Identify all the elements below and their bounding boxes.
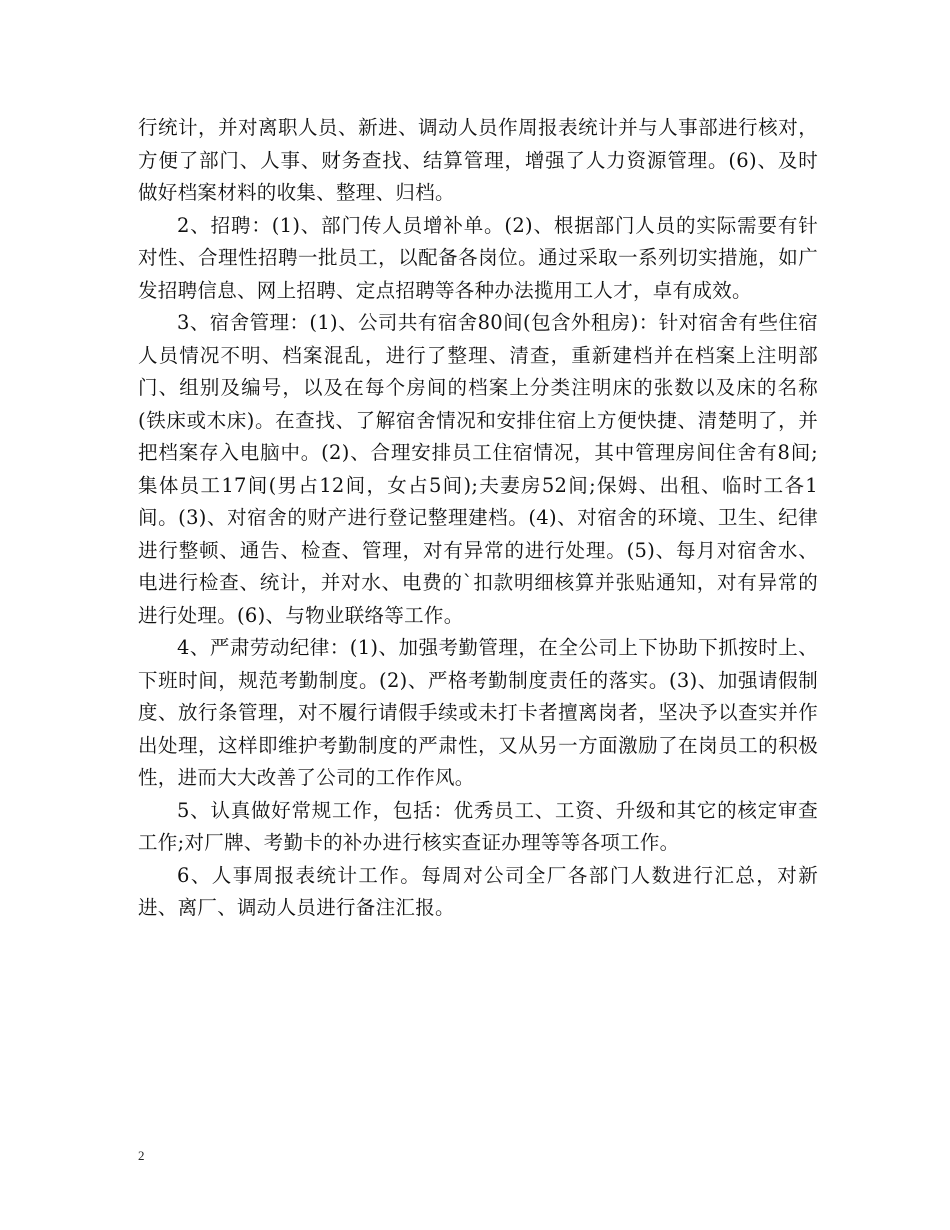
paragraph-dormitory: 3、宿舍管理：(1)、公司共有宿舍80间(包含外租房)：针对宿舍有些住宿人员情况不明、档案混乱，进行了整理、清查，重新建档并在档案上注明部门、组别及编号，以及在每个房间的档案上分类注明床的张数以及床的名称(铁床或木床)。在查找、了解宿舍情况和安排住宿上方便快捷、清楚明了，并把档案存入电脑中。(2)、合理安排员工住宿情况，其中管理房间住舍有8间;集体员工17间(男占12间，女占5间);夫妻房52间;保姆、出租、临时工各1间。(3)、对宿舍的财产进行登记整理建档。(4)、对宿舍的环境、卫生、纪律进行整顿、通告、检查、管理，对有异常的进行处理。(5)、每月对宿舍水、电进行检查、统计，并对水、电费的`扣款明细核算并张贴通知，对有异常的进行处理。(6)、与物业联络等工作。 bbox=[138, 311, 818, 627]
paragraph-routine-work: 5、认真做好常规工作，包括：优秀员工、工资、升级和其它的核定审查工作;对厂牌、考勤卡的补办进行核实查证办理等等各项工作。 bbox=[138, 798, 818, 854]
page-number: 2 bbox=[138, 1148, 145, 1163]
paragraph-1: 行统计，并对离职人员、新进、调动人员作周报表统计并与人事部进行核对，方便了部门、人事、财务查找、结算管理，增强了人力资源管理。(6)、及时做好档案材料的收集、整理、归档。 bbox=[138, 116, 818, 204]
document-body bbox=[138, 112, 818, 925]
paragraph-weekly-report: 6、人事周报表统计工作。每周对公司全厂各部门人数进行汇总，对新进、离厂、调动人员进行备注汇报。 bbox=[138, 863, 818, 919]
paragraph-recruitment: 2、招聘：(1)、部门传人员增补单。(2)、根据部门人员的实际需要有针对性、合理性招聘一批员工，以配备各岗位。通过采取一系列切实措施，如广发招聘信息、网上招聘、定点招聘等各种办法揽用工人才，卓有成效。 bbox=[138, 213, 818, 302]
paragraph-labor-discipline: 4、严肃劳动纪律：(1)、加强考勤管理，在全公司上下协助下抓按时上、下班时间，规范考勤制度。(2)、严格考勤制度责任的落实。(3)、加强请假制度、放行条管理，对不履行请假手续或未打卡者擅离岗者，坚决予以查实并作出处理，这样即维护考勤制度的严肃性，又从另一方面激励了在岗员工的积极性，进而大大改善了公司的工作作风。 bbox=[138, 636, 818, 789]
